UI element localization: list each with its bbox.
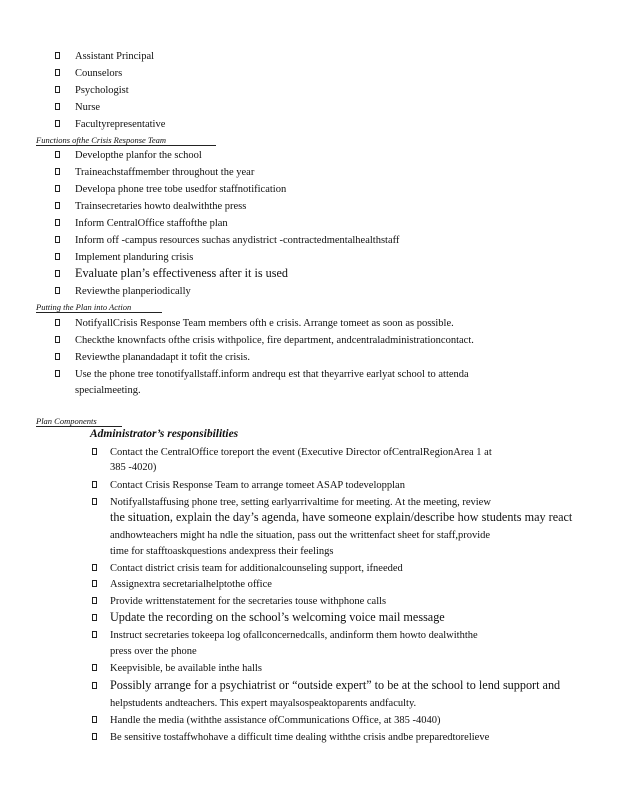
bullet-icon bbox=[55, 168, 60, 175]
list-item: Update the recording on the school’s welcoming voice mail message bbox=[110, 610, 445, 624]
list-item: Handle the media (withthe assistance ofCommunications Office, at 385 -4040) bbox=[110, 715, 441, 726]
bullet-icon bbox=[55, 336, 60, 343]
list-item-continuation: helpstudents andteachers. This expert mayalsospeaktoparents andfaculty. bbox=[110, 698, 417, 709]
bullet-icon bbox=[55, 103, 60, 110]
bullet-icon bbox=[92, 481, 97, 488]
list-item: Reviewthe planandadapt it tofit the crisis. bbox=[75, 352, 250, 363]
list-item: Instruct secretaries tokeepa log ofallconcernedcalls, andinform them howto dealwiththe bbox=[110, 630, 478, 641]
bullet-icon bbox=[92, 597, 97, 604]
bullet-icon bbox=[92, 614, 97, 621]
bullet-icon bbox=[92, 733, 97, 740]
section-heading-functions: Functions ofthe Crisis Response Team bbox=[36, 135, 216, 146]
section-heading-plan-components: Plan Components bbox=[36, 416, 122, 427]
bullet-icon bbox=[92, 580, 97, 587]
list-item: Evaluate plan’s effectiveness after it is used bbox=[75, 266, 288, 280]
list-item: Notifyallstaffusing phone tree, setting earlyarrivaltime for meeting. At the meeting, review bbox=[110, 497, 491, 508]
bullet-icon bbox=[55, 151, 60, 158]
list-item: Contact Crisis Response Team to arrange tomeet ASAP todevelopplan bbox=[110, 480, 405, 491]
list-item-continuation: time for stafftoaskquestions andexpress their feelings bbox=[110, 546, 334, 557]
list-item: Developthe planfor the school bbox=[75, 150, 202, 161]
list-item: Possibly arrange for a psychiatrist or “outside expert” to be at the school to lend support and bbox=[110, 678, 561, 692]
list-item: Checkthe knownfacts ofthe crisis withpolice, fire department, andcentraladministrationcontact. bbox=[75, 335, 474, 346]
list-item: Traineachstaffmember throughout the year bbox=[75, 167, 255, 178]
bullet-icon bbox=[55, 69, 60, 76]
list-item: Be sensitive tostaffwhohave a difficult time dealing withthe crisis andbe preparedtorelieve bbox=[110, 732, 490, 743]
bullet-icon bbox=[92, 631, 97, 638]
list-item: Reviewthe planperiodically bbox=[75, 286, 191, 297]
list-item: Contact the CentralOffice toreport the event (Executive Director ofCentralRegionArea 1 at bbox=[110, 447, 492, 458]
list-item: Assistant Principal bbox=[75, 51, 155, 62]
bullet-icon bbox=[92, 564, 97, 571]
list-item: Facultyrepresentative bbox=[75, 119, 166, 130]
list-item: Implement planduring crisis bbox=[75, 252, 194, 263]
bullet-icon bbox=[55, 202, 60, 209]
subheading-administrator-responsibilities: Administrator’s responsibilities bbox=[90, 428, 239, 440]
bullet-icon bbox=[55, 287, 60, 294]
bullet-icon bbox=[55, 370, 60, 377]
bullet-icon bbox=[55, 236, 60, 243]
bullet-icon bbox=[55, 219, 60, 226]
list-item: NotifyallCrisis Response Team members ofth e crisis. Arrange tomeet as soon as possible. bbox=[75, 318, 454, 329]
bullet-icon bbox=[55, 185, 60, 192]
list-item: Nurse bbox=[75, 102, 101, 113]
list-item-continuation: 385 -4020) bbox=[110, 462, 157, 473]
list-item: Provide writtenstatement for the secretaries touse withphone calls bbox=[110, 596, 387, 607]
bullet-icon bbox=[92, 664, 97, 671]
list-item: Contact district crisis team for additionalcounseling support, ifneeded bbox=[110, 563, 403, 574]
list-item-continuation: the situation, explain the day’s agenda, have someone explain/describe how students may react bbox=[110, 510, 573, 524]
list-item: Assignextra secretarialhelptothe office bbox=[110, 579, 272, 590]
list-item: Keepvisible, be available inthe halls bbox=[110, 663, 262, 674]
bullet-icon bbox=[92, 682, 97, 689]
bullet-icon bbox=[92, 498, 97, 505]
bullet-icon bbox=[92, 448, 97, 455]
bullet-icon bbox=[55, 86, 60, 93]
bullet-icon bbox=[55, 52, 60, 59]
list-item-continuation: press over the phone bbox=[110, 646, 197, 657]
list-item: Trainsecretaries howto dealwiththe press bbox=[75, 201, 247, 212]
list-item: Use the phone tree tonotifyallstaff.inform andrequ est that theyarrive earlyat school to attenda bbox=[75, 369, 469, 380]
list-item: Psychologist bbox=[75, 85, 129, 96]
list-item-continuation: andhowteachers might ha ndle the situation, pass out the writtenfact sheet for staff,provide bbox=[110, 530, 491, 541]
bullet-icon bbox=[92, 716, 97, 723]
bullet-icon bbox=[55, 270, 60, 277]
bullet-icon bbox=[55, 353, 60, 360]
list-item-continuation: specialmeeting. bbox=[75, 385, 141, 396]
list-item: Counselors bbox=[75, 68, 123, 79]
list-item: Developa phone tree tobe usedfor staffnotification bbox=[75, 184, 287, 195]
list-item: Inform off -campus resources suchas anydistrict -contractedmentalhealthstaff bbox=[75, 235, 400, 246]
bullet-icon bbox=[55, 253, 60, 260]
list-item: Inform CentralOffice staffofthe plan bbox=[75, 218, 228, 229]
section-heading-putting-plan-into-action: Putting the Plan into Action bbox=[36, 302, 162, 313]
bullet-icon bbox=[55, 120, 60, 127]
bullet-icon bbox=[55, 319, 60, 326]
